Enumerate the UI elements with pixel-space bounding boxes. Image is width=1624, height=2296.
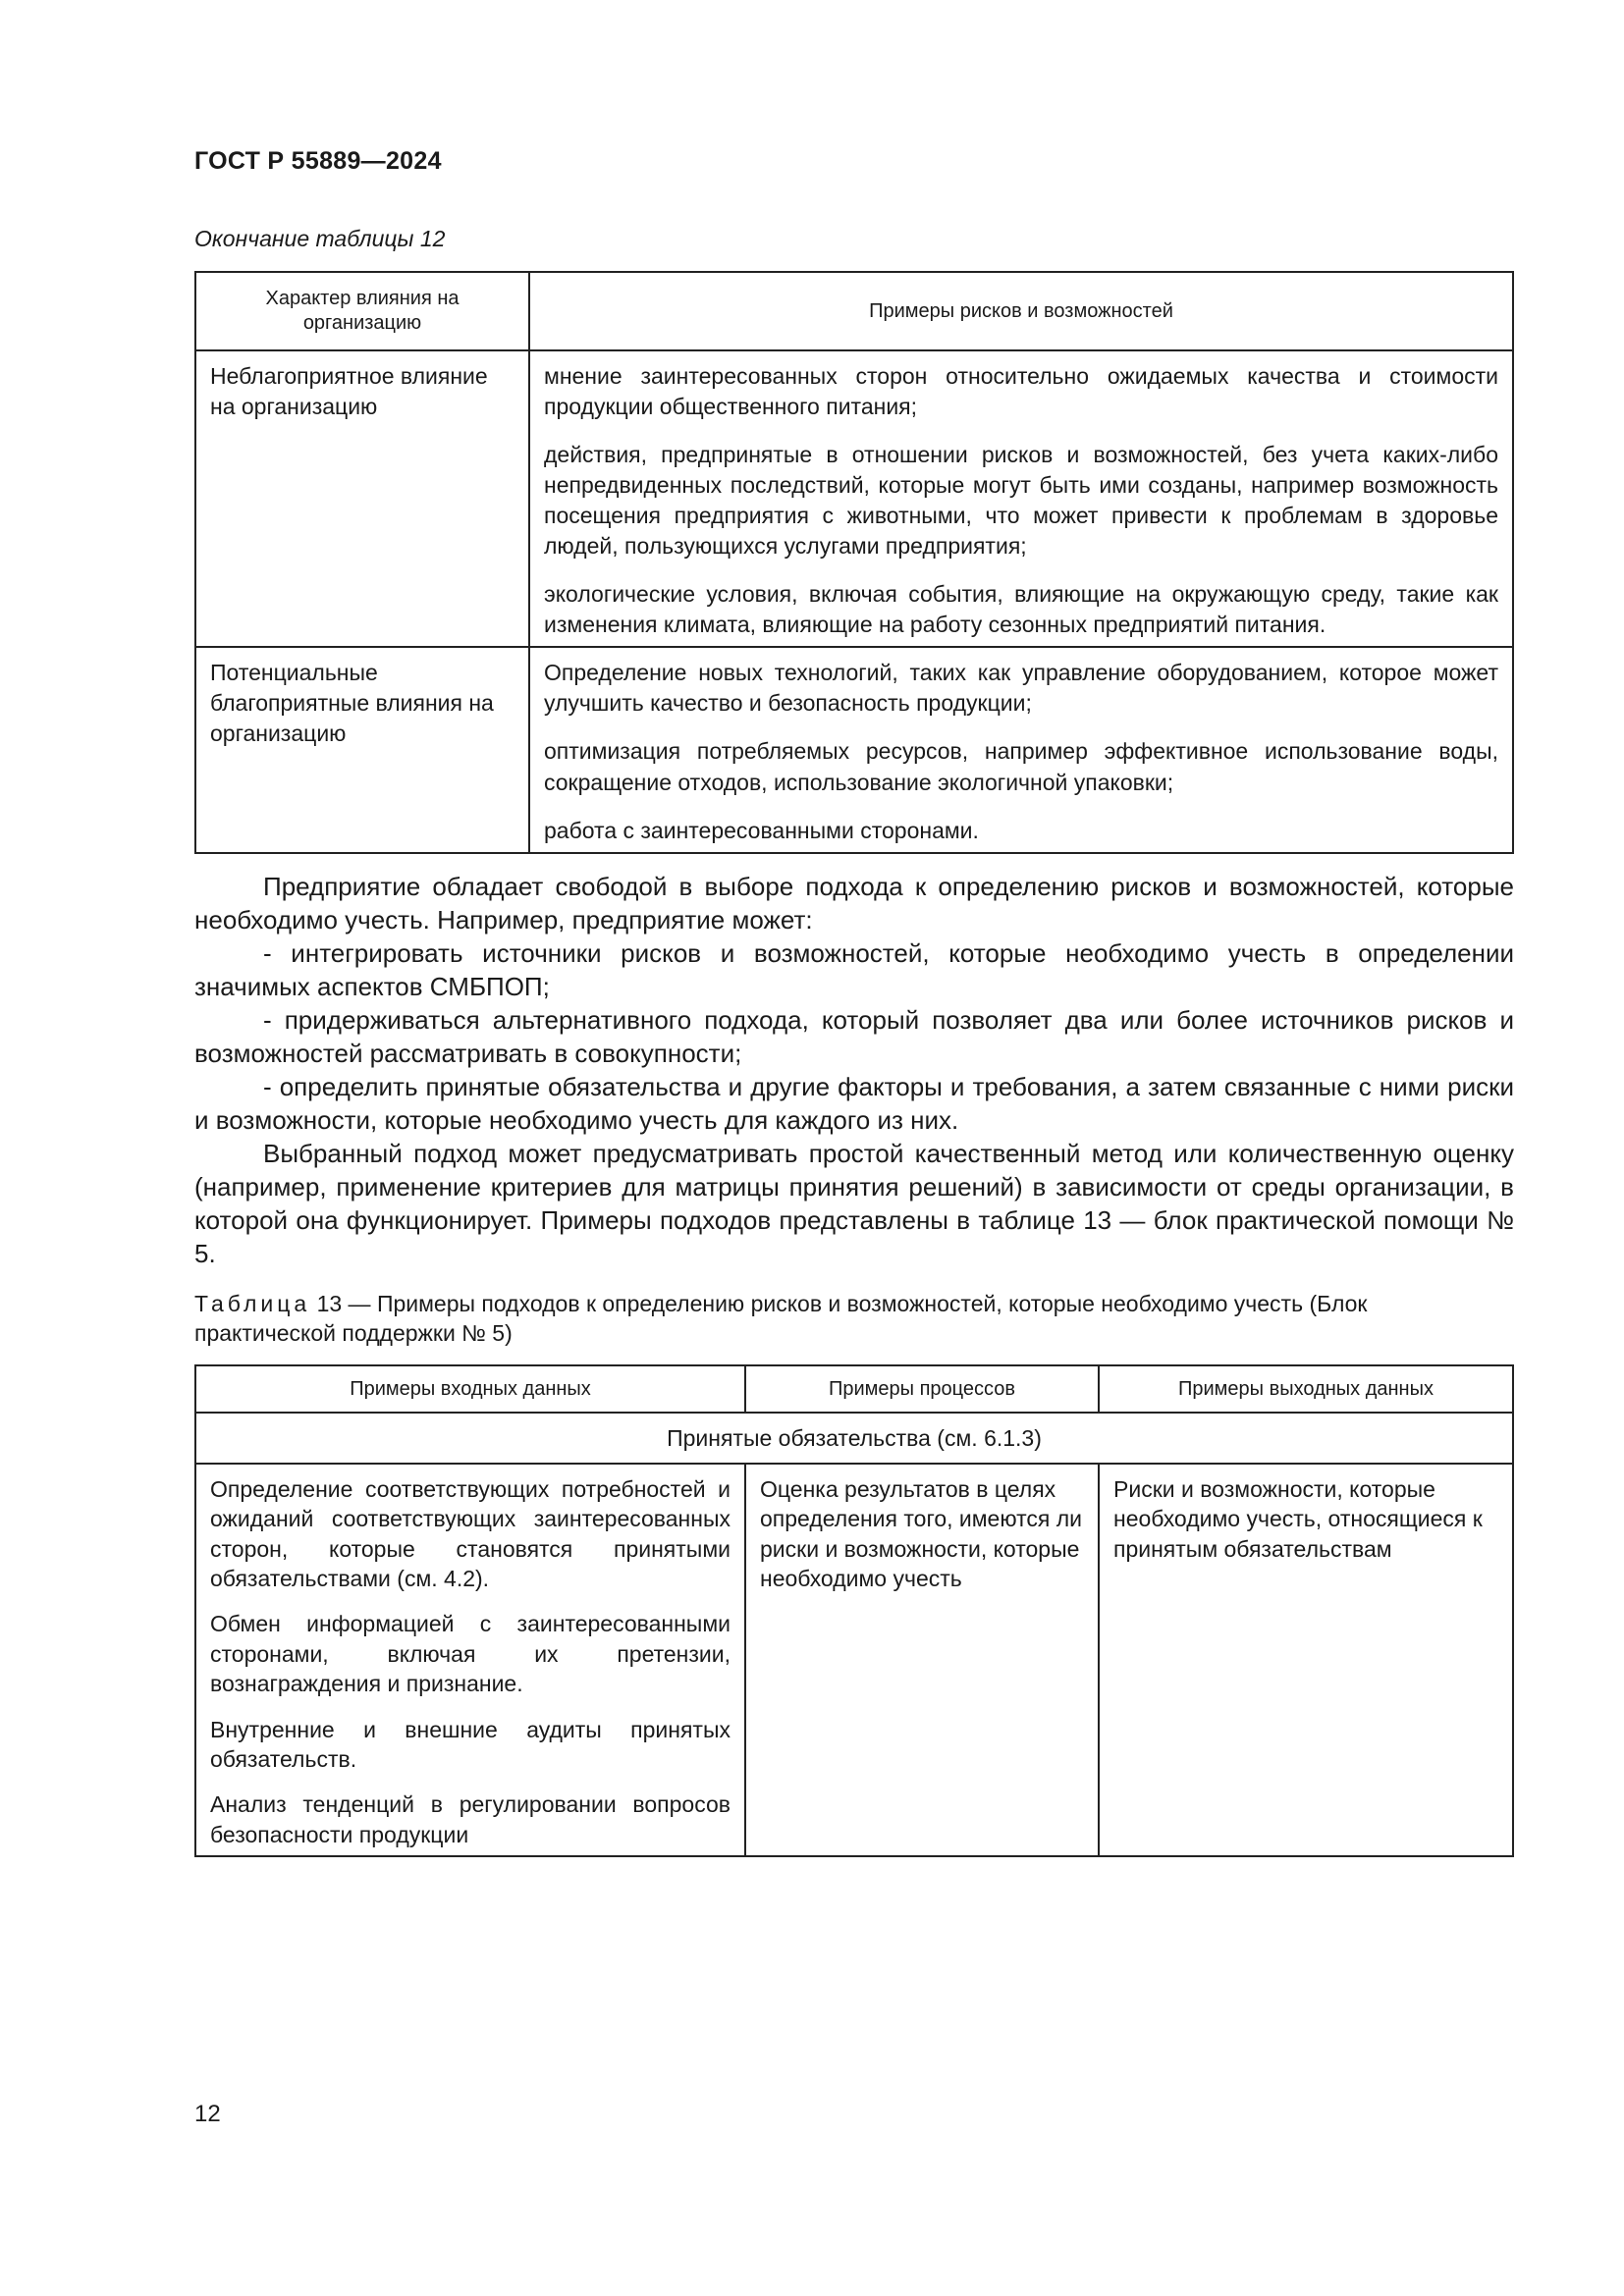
table13-section-row	[195, 1413, 1513, 1464]
table-row	[195, 350, 1513, 647]
table-row	[195, 647, 1513, 852]
table12-header-examples: Примеры рисков и возможностей	[529, 272, 1513, 350]
table13-header-processes: Примеры процессов	[745, 1365, 1099, 1413]
table-row	[195, 1464, 1513, 1856]
table13-inputs-cell	[195, 1464, 745, 1856]
table12-example: экологические условия, включая события, влияющие на окружающую среду, такие как изменения климата, влияющие на работу сезонных предприятий питания.	[544, 581, 1498, 638]
table12-example: действия, предпринятые в отношении рисков и возможностей, без учета каких-либо непредвиденных последствий, которые могут быть ими созданы, например возможность посещения предприятия с животными, что может привести к проблемам в здоровье людей, пользующихся услугами предприятия;	[544, 442, 1498, 560]
table13-header-outputs: Примеры выходных данных	[1099, 1365, 1513, 1413]
table13-input-item: Определение соответствующих потребностей и ожиданий соответствующих заинтересованных сторон, которые становятся принятыми обязательствами (см. 4.2).	[210, 1476, 731, 1592]
table13-title: 13 — Примеры подходов к определению рисков и возможностей, которые необходимо учесть (Блок практической поддержки № 5)	[194, 1291, 1368, 1346]
body-text	[194, 870, 1514, 1270]
table13-output-cell	[1099, 1464, 1513, 1856]
table12-examples-cell	[529, 350, 1513, 647]
table13-output-text: Риски и возможности, которые необходимо учесть, относящиеся к принятым обязательствам	[1113, 1476, 1483, 1562]
page-number: 12	[194, 2101, 221, 2127]
table12-header-row	[195, 272, 1513, 350]
table12-example: мнение заинтересованных сторон относительно ожидаемых качества и стоимости продукции общественного питания;	[544, 363, 1498, 420]
table12-example: работа с заинтересованными сторонами.	[544, 817, 979, 843]
table13-input-item: Внутренние и внешние аудиты принятых обязательств.	[210, 1716, 731, 1772]
table13-header-inputs: Примеры входных данных	[195, 1365, 745, 1413]
table12-examples-cell	[529, 647, 1513, 852]
table-12	[194, 271, 1514, 854]
table13-input-item: Обмен информацией с заинтересованными сторонами, включая их претензии, вознаграждения и признание.	[210, 1611, 731, 1697]
body-bullet: - придерживаться альтернативного подхода, который позволяет два или более источников рисков и возможностей рассматривать в совокупности;	[194, 1005, 1514, 1068]
body-bullet: - интегрировать источники рисков и возможностей, которые необходимо учесть в определении значимых аспектов СМБПОП;	[194, 938, 1514, 1001]
table13-input-item: Анализ тенденций в регулировании вопросов безопасности продукции	[210, 1791, 731, 1847]
table13-caption	[194, 1289, 1514, 1348]
document-header-title: ГОСТ Р 55889—2024	[194, 147, 442, 175]
table12-impact-cell: Неблагоприятное влияние на организацию	[195, 350, 529, 647]
table13-header-row	[195, 1365, 1513, 1413]
table12-caption: Окончание таблицы 12	[194, 226, 446, 251]
body-paragraph: Предприятие обладает свободой в выборе подхода к определению рисков и возможностей, которые необходимо учесть. Например, предприятие может:	[194, 872, 1514, 934]
table12-impact-cell: Потенциальные благоприятные влияния на организацию	[195, 647, 529, 852]
body-paragraph: Выбранный подход может предусматривать простой качественный метод или количественную оценку (например, применение критериев для матрицы принятия решений) в зависимости от среды организации, в которой она функционирует. Примеры подходов представлены в таблице 13 — блок практической помощи № 5.	[194, 1139, 1514, 1268]
table-13	[194, 1364, 1514, 1857]
body-bullet: - определить принятые обязательства и другие факторы и требования, а затем связанные с ними риски и возможности, которые необходимо учесть для каждого из них.	[194, 1072, 1514, 1135]
table13-section-title: Принятые обязательства (см. 6.1.3)	[195, 1413, 1513, 1464]
table12-header-impact: Характер влияния на организацию	[195, 272, 529, 350]
table13-label: Таблица	[194, 1291, 311, 1316]
table12-example: оптимизация потребляемых ресурсов, например эффективное использование воды, сокращение отходов, использование экологичной упаковки;	[544, 738, 1498, 795]
table13-process-cell	[745, 1464, 1099, 1856]
table13-process-text: Оценка результатов в целях определения того, имеются ли риски и возможности, которые необходимо учесть	[760, 1476, 1082, 1592]
table12-example: Определение новых технологий, таких как управление оборудованием, которое может улучшить качество и безопасность продукции;	[544, 660, 1498, 717]
